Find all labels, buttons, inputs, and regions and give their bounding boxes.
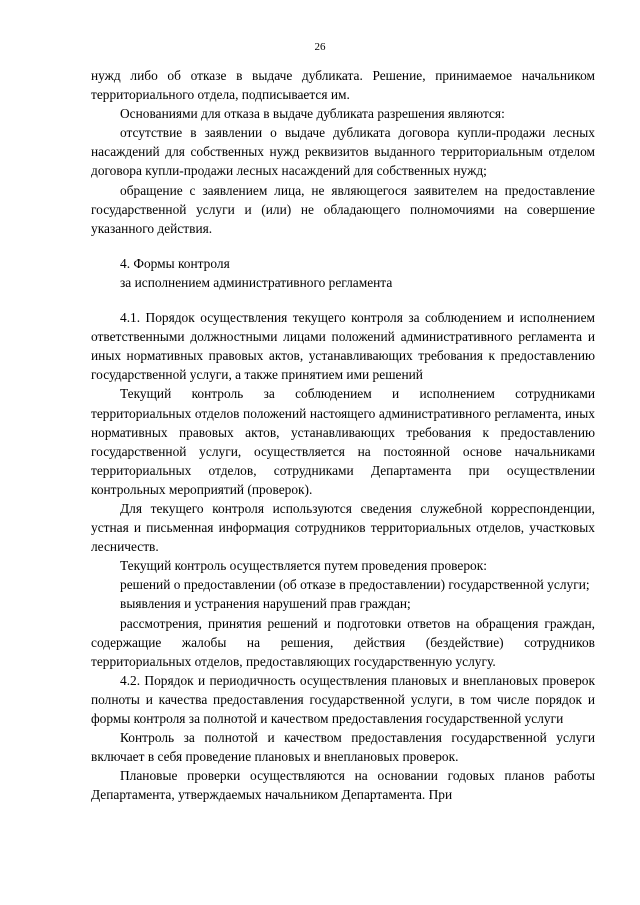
paragraph-4-1: 4.1. Порядок осуществления текущего контроля за соблюдением и исполнением ответственными должностными лицами положений административного регламента и иных нормативных правовых актов, устанавливающих требования к предоставлению государственной услуги, а также принятием ими решений	[91, 310, 595, 383]
section-heading-title: 4. Формы контроля	[120, 255, 230, 271]
paragraph-4-2: 4.2. Порядок и периодичность осуществления плановых и внеплановых проверок полноты и качества предоставления государственной услуги, в том числе порядок и формы контроля за полнотой и качеством предоставления государственной услуги	[91, 672, 595, 726]
section-heading-subtitle: за исполнением административного регламента	[120, 274, 393, 290]
paragraph-refusal-ground-1: отсутствие в заявлении о выдаче дубликата договора купли-продажи лесных насаждений для собственных нужд реквизитов выданного территориальным отделом договора купли-продажи лесных насаждений для собственных нужд;	[91, 125, 595, 179]
paragraph-current-control: Текущий контроль за соблюдением и исполнением сотрудниками территориальных отделов положений настоящего административного регламента, иных нормативных правовых актов, устанавливающих требования к предоставлению государственной услуги, осуществляется на постоянной основе начальниками территориальных отделов, сотрудниками Департамента при осуществлении контрольных мероприятий (проверок).	[91, 386, 595, 497]
paragraph-dubl-decision: нужд либо об отказе в выдаче дубликата. Решение, принимаемое начальником территориального отдела, подписывается им.	[91, 68, 595, 103]
paragraph-control-checks: Текущий контроль осуществляется путем проведения проверок:	[120, 558, 487, 574]
paragraph-check-appeals: рассмотрения, принятия решений и подготовки ответов на обращения граждан, содержащие жалобы на решения, действия (бездействие) сотрудников территориальных отделов, предоставляющих государственную услугу.	[91, 615, 595, 669]
paragraph-control-sources: Для текущего контроля используются сведения служебной корреспонденции, устная и письменная информация сотрудников территориальных отделов, участковых лесничеств.	[91, 500, 595, 555]
document-body	[91, 66, 595, 804]
page-number: 26	[314, 41, 326, 53]
paragraph-quality-control: Контроль за полнотой и качеством предоставления государственной услуги включает в себя проведение плановых и внеплановых проверок.	[91, 730, 595, 765]
paragraph-refusal-ground-2: обращение с заявлением лица, не являющегося заявителем на предоставление государственной услуги и (или) не обладающего полномочиями на совершение указанного действия.	[91, 182, 595, 236]
paragraph-planned-checks: Плановые проверки осуществляются на основании годовых планов работы Департамента, утверждаемых начальником Департамента. При	[91, 768, 595, 803]
paragraph-refusal-grounds: Основаниями для отказа в выдаче дубликата разрешения являются:	[120, 106, 505, 122]
paragraph-check-decisions: решений о предоставлении (об отказе в предоставлении) государственной услуги;	[120, 577, 590, 593]
paragraph-check-violations: выявления и устранения нарушений прав граждан;	[120, 596, 411, 612]
